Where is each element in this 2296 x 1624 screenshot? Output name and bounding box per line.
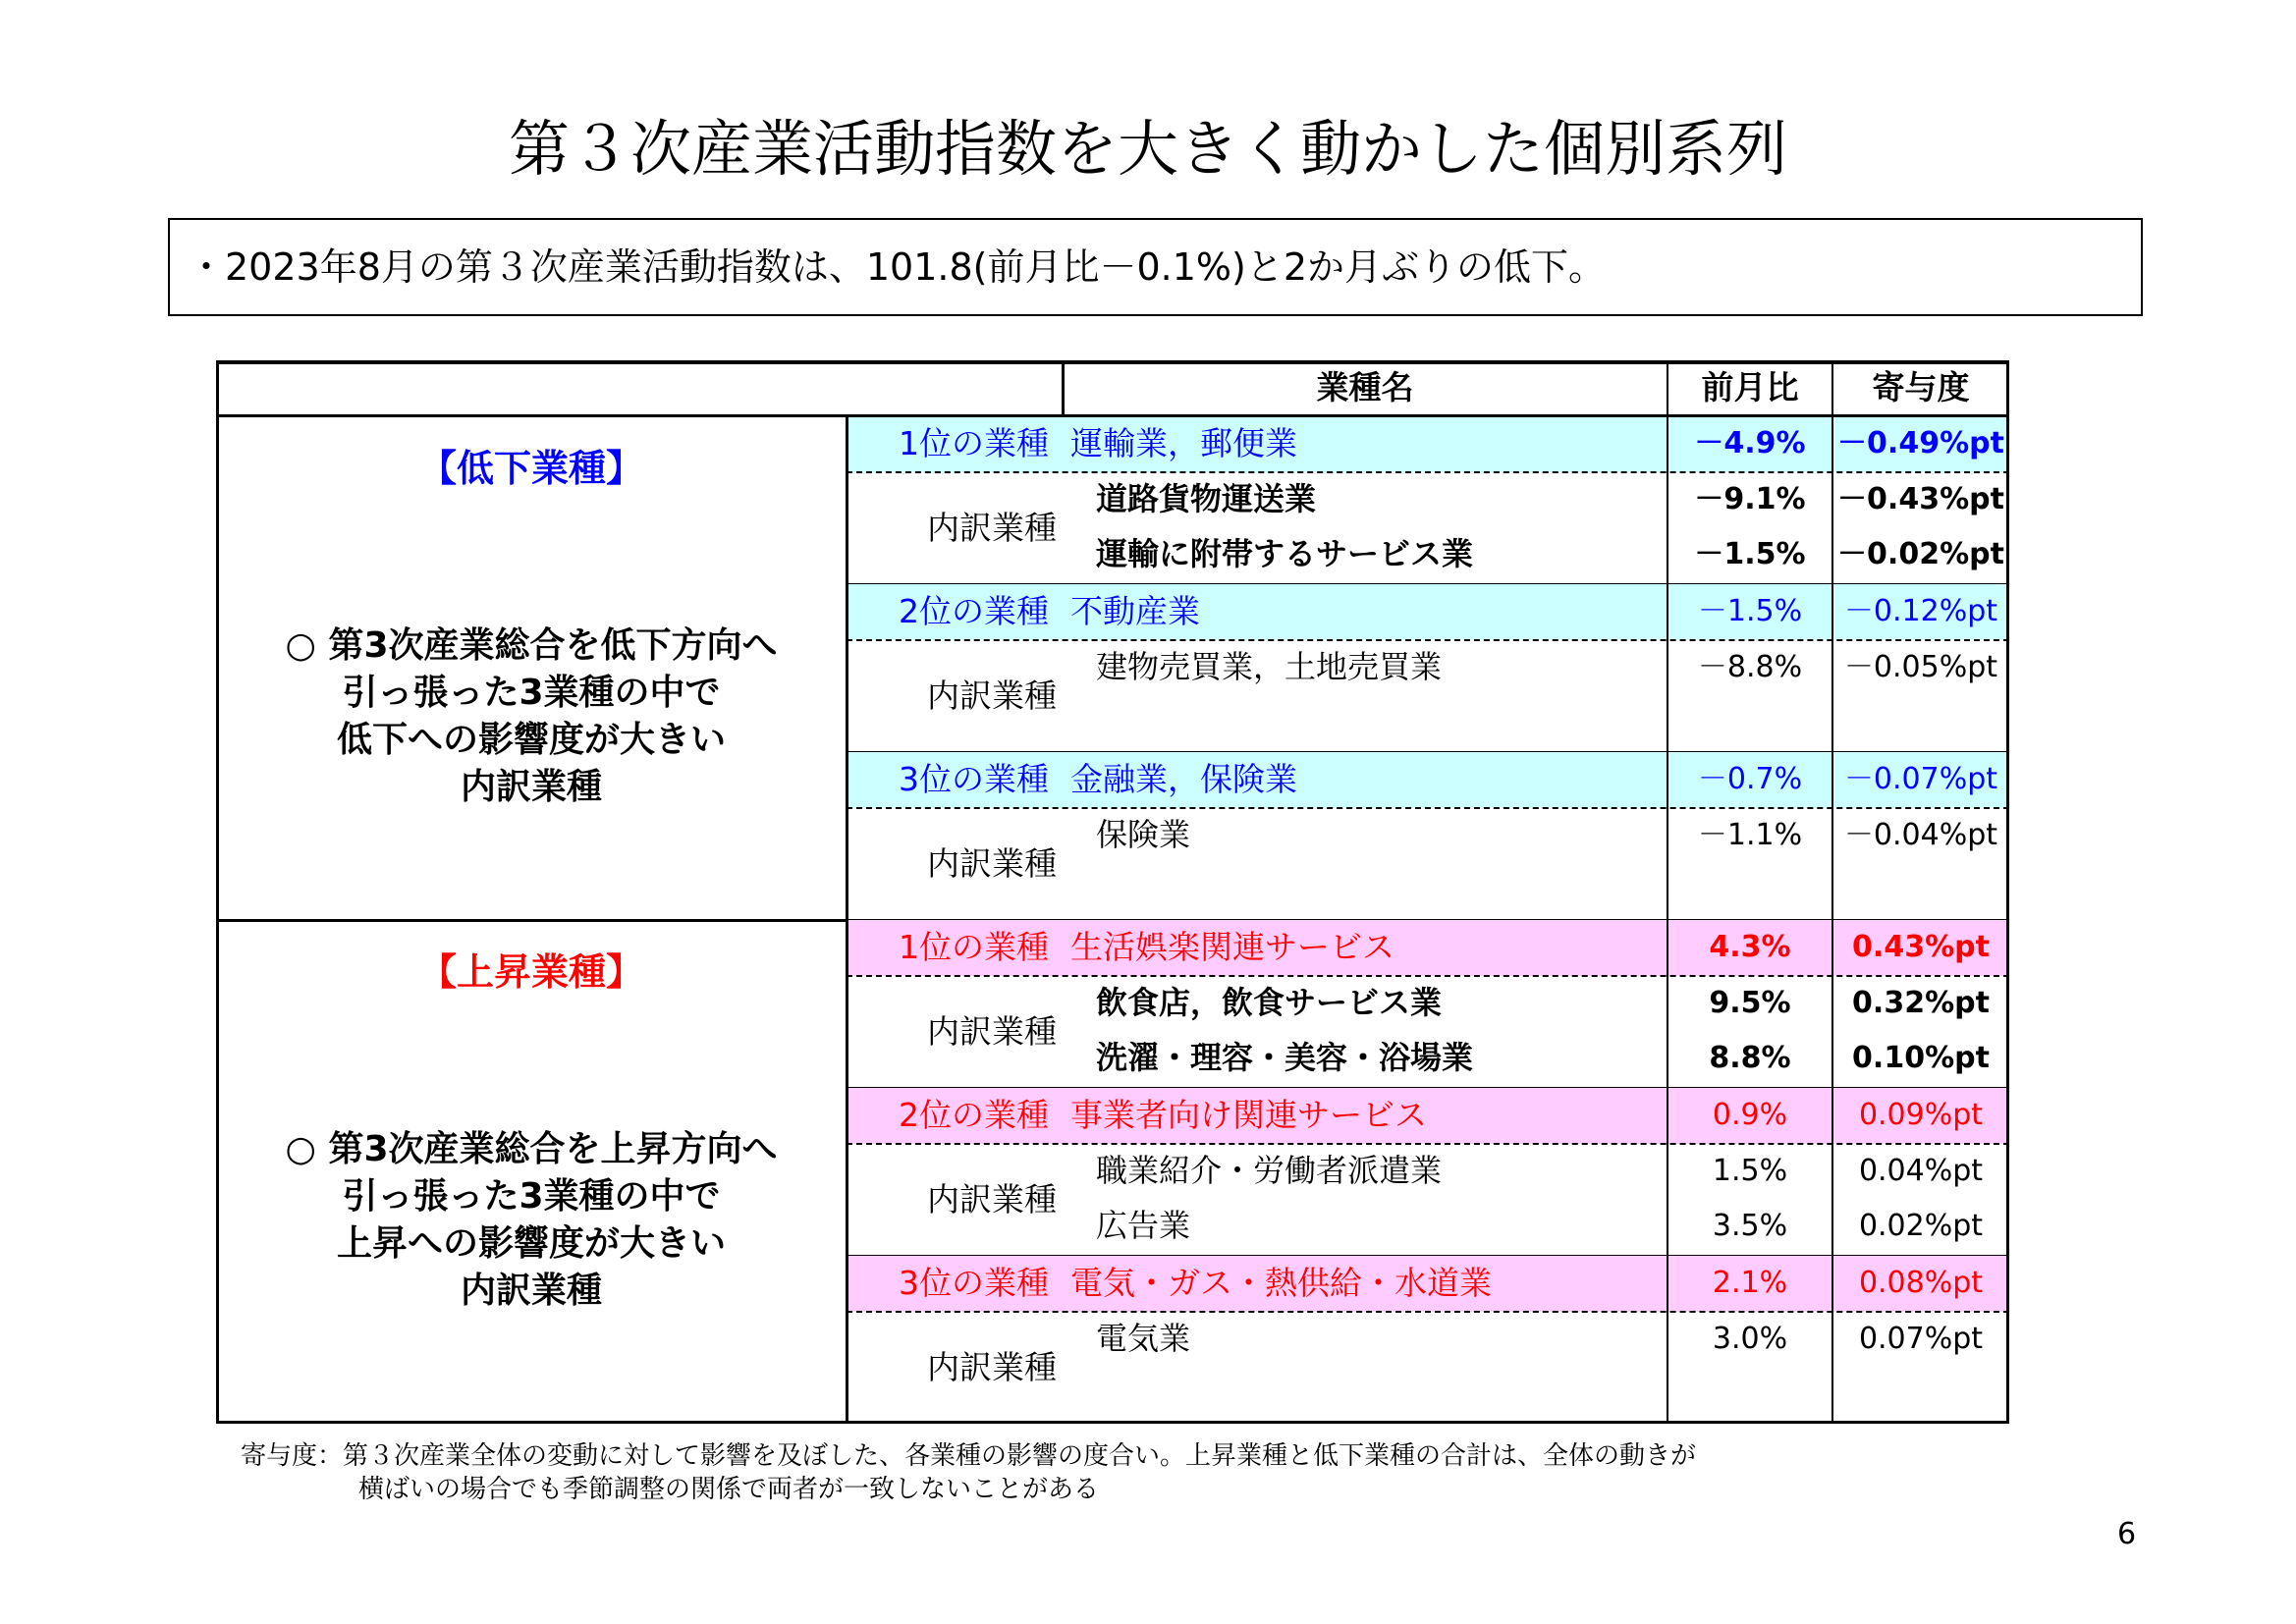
table-hline xyxy=(216,360,2009,364)
page-number: 6 xyxy=(2117,1517,2137,1551)
breakdown-industry-name: 職業紹介・労働者派遣業 xyxy=(1096,1152,1443,1189)
breakdown-industry-name: 洗濯・理容・美容・浴場業 xyxy=(1096,1039,1474,1076)
breakdown-contrib-value: －0.43%pt xyxy=(1837,482,2004,516)
breakdown-label: 内訳業種 xyxy=(927,677,1057,715)
table-vline xyxy=(2006,360,2009,1424)
breakdown-contrib-value: －0.05%pt xyxy=(1843,650,1998,684)
section-description-line: 内訳業種 xyxy=(460,1271,602,1311)
header-month-over-month: 前月比 xyxy=(1701,368,1799,406)
breakdown-mom-value: －9.1% xyxy=(1694,482,1806,516)
breakdown-industry-name: 道路貨物運送業 xyxy=(1096,480,1317,517)
table-vline xyxy=(216,360,219,1424)
breakdown-contrib-value: 0.07%pt xyxy=(1858,1322,1984,1356)
rank-mom-value: 4.3% xyxy=(1709,930,1791,964)
table-hline xyxy=(216,1421,2009,1424)
breakdown-mom-value: 3.0% xyxy=(1712,1322,1788,1356)
breakdown-contrib-value: －0.02%pt xyxy=(1837,537,2004,571)
section-description-line: 低下への影響度が大きい xyxy=(336,720,726,760)
rank-mom-value: －0.7% xyxy=(1697,762,1803,796)
rank-industry-name: 生活娯楽関連サービス xyxy=(1070,928,1394,966)
breakdown-label: 内訳業種 xyxy=(927,1180,1057,1218)
header-industry-name: 業種名 xyxy=(1316,368,1414,406)
rank-contrib-value: －0.07%pt xyxy=(1843,762,1998,796)
section-description-line: ○ 第3次産業総合を低下方向へ xyxy=(285,625,778,666)
breakdown-industry-name: 飲食店，飲食サービス業 xyxy=(1096,984,1443,1021)
summary-box: ・2023年8月の第３次産業活動指数は、101.8(前月比－0.1%)と2か月ぶりの低下。 xyxy=(168,218,2143,316)
rank-mom-value: －1.5% xyxy=(1697,594,1803,628)
rank-label: 1位の業種 xyxy=(899,928,1049,966)
section-description-line: 引っ張った3業種の中で xyxy=(342,673,721,713)
breakdown-label: 内訳業種 xyxy=(927,509,1057,547)
rank-industry-name: 電気・ガス・熱供給・水道業 xyxy=(1070,1264,1492,1302)
section-description-line: ○ 第3次産業総合を上昇方向へ xyxy=(285,1129,778,1169)
table-vline xyxy=(1831,360,1833,1424)
table-hline xyxy=(216,414,2009,417)
breakdown-mom-value: 1.5% xyxy=(1712,1154,1788,1188)
rank-label: 2位の業種 xyxy=(899,1096,1049,1134)
rank-industry-name: 運輸業，郵便業 xyxy=(1070,424,1297,462)
rank-label: 3位の業種 xyxy=(899,760,1049,798)
rank-industry-name: 不動産業 xyxy=(1070,592,1200,630)
header-contribution: 寄与度 xyxy=(1872,368,1970,406)
footnote-line-2: 横ばいの場合でも季節調整の関係で両者が一致しないことがある xyxy=(358,1475,1100,1504)
rank-industry-name: 金融業，保険業 xyxy=(1070,760,1297,798)
rank-contrib-value: 0.43%pt xyxy=(1852,930,1990,964)
breakdown-industry-name: 電気業 xyxy=(1096,1320,1191,1357)
breakdown-mom-value: －1.1% xyxy=(1697,818,1803,852)
rank-contrib-value: －0.12%pt xyxy=(1843,594,1998,628)
footnote-line-1: 寄与度：第３次産業全体の変動に対して影響を及ぼした、各業種の影響の度合い。上昇業種と低下業種の合計は、全体の動きが xyxy=(241,1441,1697,1471)
rank-contrib-value: －0.49%pt xyxy=(1837,426,2004,460)
section-description-line: 内訳業種 xyxy=(460,767,602,807)
table-vline xyxy=(846,416,848,1424)
breakdown-mom-value: 9.5% xyxy=(1709,986,1791,1020)
breakdown-industry-name: 運輸に附帯するサービス業 xyxy=(1096,535,1474,572)
rank-mom-value: 2.1% xyxy=(1712,1266,1788,1300)
breakdown-industry-name: 保険業 xyxy=(1096,816,1191,853)
section-label: 【低下業種】 xyxy=(418,447,643,490)
section-description-line: 引っ張った3業種の中で xyxy=(342,1176,721,1217)
page-title: 第３次産業活動指数を大きく動かした個別系列 xyxy=(508,113,1787,185)
table-vline xyxy=(1667,360,1668,1424)
breakdown-label: 内訳業種 xyxy=(927,1348,1057,1386)
breakdown-mom-value: －1.5% xyxy=(1694,537,1806,571)
breakdown-contrib-value: 0.02%pt xyxy=(1858,1209,1984,1243)
breakdown-contrib-value: 0.04%pt xyxy=(1858,1154,1984,1188)
breakdown-label: 内訳業種 xyxy=(927,1012,1057,1051)
rank-mom-value: －4.9% xyxy=(1694,426,1806,460)
section-description-line: 上昇への影響度が大きい xyxy=(336,1223,726,1264)
table-vline xyxy=(1062,360,1065,416)
rank-label: 3位の業種 xyxy=(899,1264,1049,1302)
industry-table xyxy=(216,360,2009,1419)
rank-industry-name: 事業者向け関連サービス xyxy=(1070,1096,1427,1134)
rank-mom-value: 0.9% xyxy=(1712,1098,1788,1132)
breakdown-industry-name: 広告業 xyxy=(1096,1207,1191,1244)
breakdown-contrib-value: 0.10%pt xyxy=(1852,1041,1990,1075)
breakdown-mom-value: －8.8% xyxy=(1697,650,1803,684)
breakdown-contrib-value: 0.32%pt xyxy=(1852,986,1990,1020)
breakdown-label: 内訳業種 xyxy=(927,844,1057,883)
breakdown-contrib-value: －0.04%pt xyxy=(1843,818,1998,852)
section-label: 【上昇業種】 xyxy=(418,950,643,994)
rank-label: 1位の業種 xyxy=(899,424,1049,462)
breakdown-industry-name: 建物売買業，土地売買業 xyxy=(1096,648,1443,685)
breakdown-mom-value: 3.5% xyxy=(1712,1209,1788,1243)
rank-contrib-value: 0.09%pt xyxy=(1858,1098,1984,1132)
breakdown-mom-value: 8.8% xyxy=(1709,1041,1791,1075)
rank-contrib-value: 0.08%pt xyxy=(1858,1266,1984,1300)
rank-label: 2位の業種 xyxy=(899,592,1049,630)
